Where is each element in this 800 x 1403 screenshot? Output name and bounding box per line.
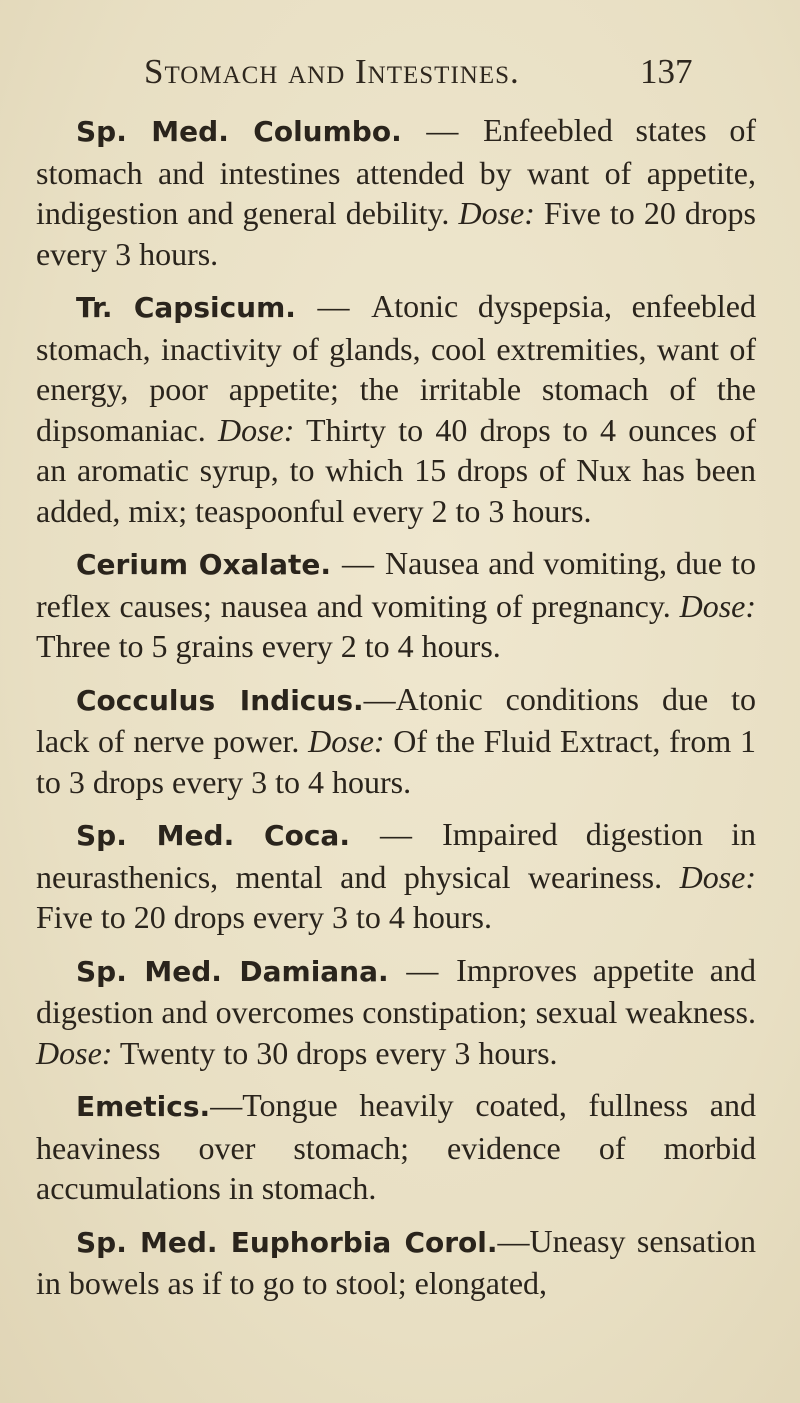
dose-text: Three to 5 grains every 2 to 4 hours. [36,628,501,664]
entry-separator: — [210,1087,243,1123]
remedy-indication: Improves appetite and digestion and overcomes constipation; sexual weakness. [36,951,756,1030]
remedy-entry [36,1085,756,1209]
entry-separator: — [497,1222,530,1259]
entry-separator: — [403,112,482,148]
dose-label: Dose: [679,858,756,895]
remedy-entry [36,679,756,803]
remedy-entry [36,543,756,667]
remedy-indication: Tongue heavily coated, fullness and heaviness over stomach; evidence of morbid accumulations in stomach. [36,1087,756,1206]
running-head [0,52,800,96]
remedy-entry [36,110,756,274]
remedy-entry [36,286,756,531]
dose-label: Dose: [679,587,756,624]
entry-separator: — [390,951,455,988]
remedy-indication: Impaired digestion in neurasthenics, mental and physical weariness. [36,816,757,895]
remedy-term: Tr. Capsicum. [76,291,296,324]
remedy-term: Cerium Oxalate. [76,548,332,581]
entry-separator: — [297,288,370,324]
dose-text: Of the Fluid Extract, from 1 to 3 drops every 3 to 4 hours. [36,723,757,800]
remedy-indication: Enfeebled states of stomach and intestines attended by want of appetite, indigestion and general debility. [36,112,756,231]
dose-label: Dose: [36,1034,113,1071]
remedy-entry [36,1221,756,1304]
remedy-entries [36,110,756,1316]
dose-text: Twenty to 30 drops every 3 hours. [112,1034,558,1071]
dose-text: Five to 20 drops every 3 hours. [36,195,757,272]
dose-label: Dose: [217,411,295,448]
remedy-entry [36,950,756,1074]
remedy-term: Sp. Med. Columbo. [76,115,402,148]
entry-separator: — [333,545,384,581]
entry-separator: — [363,680,396,717]
page-number: 137 [640,52,693,91]
dose-text: Five to 20 drops every 3 to 4 hours. [36,899,492,935]
remedy-term: Sp. Med. Damiana. [76,954,389,988]
remedy-indication: Atonic conditions due to lack of nerve power. [36,680,757,759]
remedy-indication: Nausea and vomiting, due to reflex causes; nausea and vomiting of pregnancy. [36,545,756,624]
running-head-title: Stomach and Intestines. [144,52,520,91]
remedy-term: Emetics. [76,1090,211,1123]
dose-text: Thirty to 40 drops to 4 ounces of an aromatic syrup, to which 15 drops of Nux has been added, mix; teaspoonful every 2 to 3 hours. [36,411,757,529]
remedy-term: Sp. Med. Coca. [76,819,350,852]
dose-label: Dose: [458,195,535,231]
remedy-indication: Uneasy sensation in bowels as if to go to stool; elongated, [36,1222,756,1301]
dose-label: Dose: [308,723,385,759]
remedy-term: Sp. Med. Euphorbia Corol. [76,1225,498,1259]
remedy-indication: Atonic dyspepsia, enfeebled stomach, inactivity of glands, cool extremities, want of energy, poor appetite; the irritable stomach of the dipsomaniac. [36,288,757,448]
remedy-term: Cocculus Indicus. [76,683,364,717]
remedy-entry [36,814,756,938]
entry-separator: — [351,816,441,852]
